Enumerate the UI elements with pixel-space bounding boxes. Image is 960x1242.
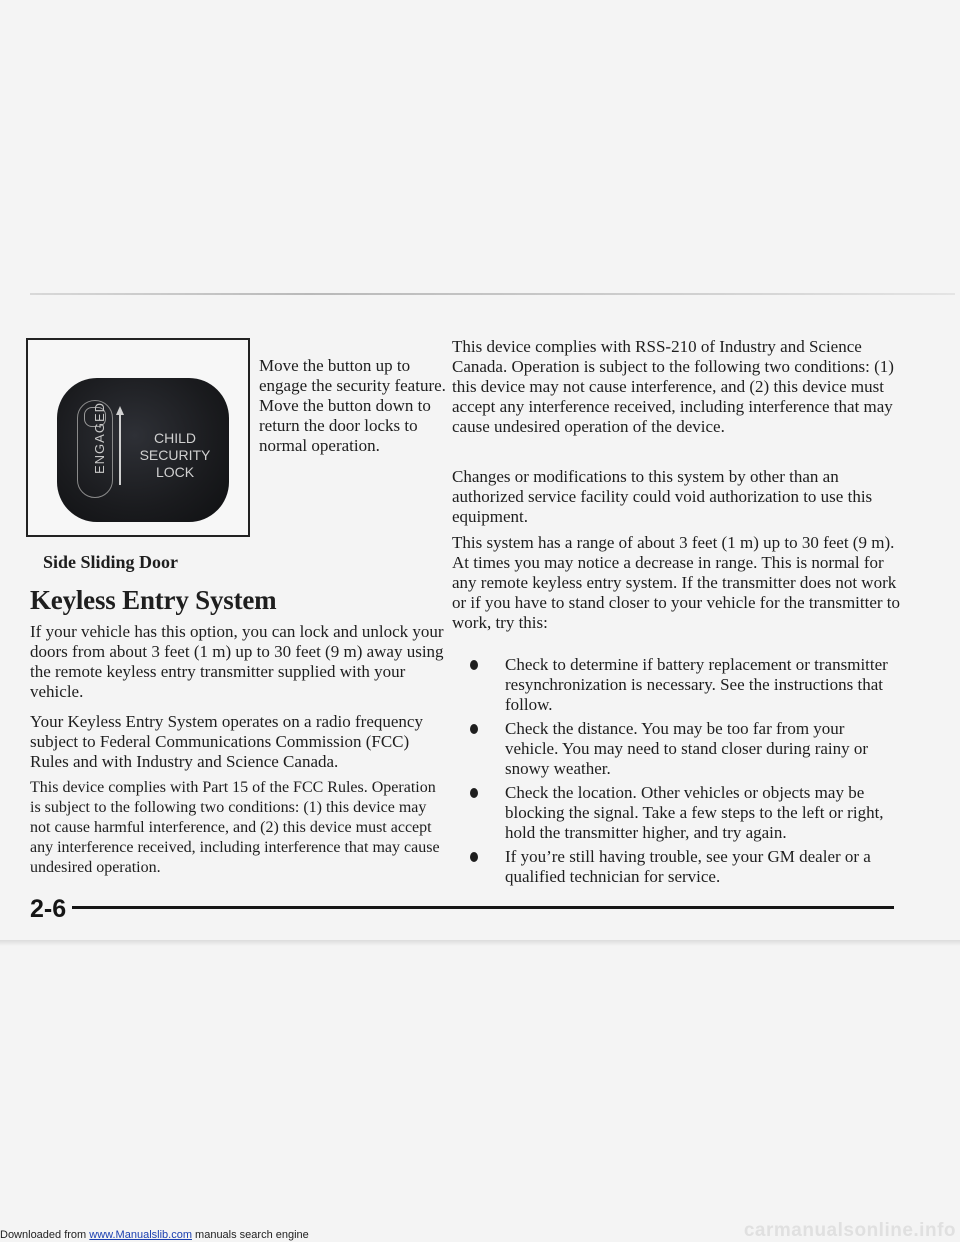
left-paragraph-3: This device complies with Part 15 of the FCC Rules. Operation is subject to the following two conditions: (1) this device may not cause harmful interference, and (2) this device must accept any interference received, including interference that may cause undesired operation. xyxy=(30,779,440,876)
top-rule xyxy=(30,293,955,295)
list-item-text: Check the distance. You may be too far from your vehicle. You may need to stand closer during rainy or snowy weather. xyxy=(505,719,869,778)
footer-prefix: Downloaded from xyxy=(0,1229,90,1241)
section-heading: Keyless Entry System xyxy=(30,585,277,615)
left-paragraph-2: Your Keyless Entry System operates on a radio frequency subject to Federal Communications Commission (FCC) Rules and with Industry and Science Canada. xyxy=(30,712,423,771)
list-item-text: Check to determine if battery replacement or transmitter resynchronization is necessary. See the instructions that follow. xyxy=(505,655,888,714)
list-item xyxy=(470,847,900,887)
lock-label-line-1: CHILD xyxy=(153,430,196,446)
right-paragraph-3: This system has a range of about 3 feet (1 m) up to 30 feet (9 m). At times you may notice a decrease in range. This is normal for any remote keyless entry system. If the transmitter does not work or if you have to stand closer to your vehicle for the transmitter to work, try this: xyxy=(452,533,901,632)
page-number: 2-6 xyxy=(30,895,67,923)
bullet-icon xyxy=(470,852,478,862)
right-paragraph-1: This device complies with RSS-210 of Industry and Science Canada. Operation is subject to the following two conditions: (1) this device may not cause interference, and (2) this device must accept any interference received, including interference that may cause undesired operation of the device. xyxy=(452,337,894,436)
list-item xyxy=(470,719,900,779)
list-item xyxy=(470,655,900,715)
figure-instructions: Move the button up to engage the security feature. Move the button down to return the door locks to normal operation. xyxy=(259,356,446,455)
manualslib-link[interactable]: www.Manualslib.com xyxy=(89,1229,192,1241)
bottom-rule xyxy=(72,906,894,909)
arrow-up-icon xyxy=(116,406,124,415)
troubleshooting-list xyxy=(470,655,900,891)
page-edge-shadow xyxy=(0,940,960,946)
left-paragraph-1: If your vehicle has this option, you can lock and unlock your doors from about 3 feet (1 m) up to 30 feet (9 m) away using the remote keyless entry transmitter supplied with your vehicle. xyxy=(30,622,444,701)
lock-panel xyxy=(57,378,229,522)
engaged-label: ENGAGED xyxy=(92,401,107,474)
right-paragraph-2: Changes or modifications to this system by other than an authorized service facility could void authorization to use this equipment. xyxy=(452,467,873,526)
footer-suffix: manuals search engine xyxy=(191,1229,309,1241)
watermark: carmanualsonline.info xyxy=(743,1220,956,1241)
list-item-text: Check the location. Other vehicles or objects may be blocking the signal. Take a few steps to the left or right, hold the transmitter higher, and try again. xyxy=(505,783,884,842)
download-footer xyxy=(0,1229,309,1241)
lock-label-line-2: SECURITY xyxy=(139,447,211,463)
bullet-icon xyxy=(470,724,478,734)
bullet-icon xyxy=(470,788,478,798)
arrow-shaft xyxy=(119,415,121,485)
lock-label xyxy=(125,430,225,481)
bullet-icon xyxy=(470,660,478,670)
list-item-text: If you’re still having trouble, see your GM dealer or a qualified technician for service. xyxy=(505,847,871,886)
figure-caption: Side Sliding Door xyxy=(43,552,179,572)
list-item xyxy=(470,783,900,843)
lock-label-line-3: LOCK xyxy=(155,464,195,480)
child-security-lock-figure xyxy=(26,338,250,537)
